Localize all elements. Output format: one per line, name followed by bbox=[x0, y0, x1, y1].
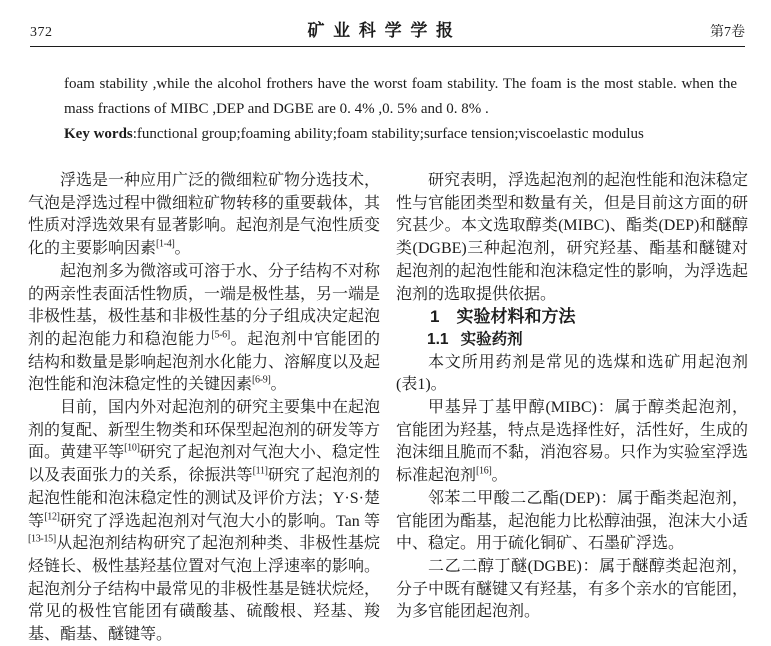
keywords-text: :functional group;foaming ability;foam stability;surface tension;viscoelastic modulus bbox=[132, 126, 644, 142]
left-column bbox=[28, 170, 380, 646]
keywords-label: Key words bbox=[64, 126, 133, 142]
section-heading-1 bbox=[396, 306, 748, 329]
right-column bbox=[396, 170, 748, 646]
page-number: 372 bbox=[30, 25, 53, 40]
keywords-line bbox=[64, 122, 737, 147]
paragraph: 目前，国内外对起泡剂的研究主要集中在起泡剂的复配、新型生物类和环保型起泡剂的研发等方面。黄建平等[10]研究了起泡剂对气泡大小、稳定性以及表面张力的关系，徐振洪等[11]研究了起泡剂的起泡性能和泡沫稳定性的测试及评价方法；Y·S·楚等[12]研究了浮选起泡剂对气泡大小的影响。Tan 等[13-15]从起泡剂结构研究了起泡剂种类、非极性基烷烃链长、极性基羟基位置对气泡上浮速率的影响。起泡剂分子结构中最常见的非极性基是链状烷烃，常见的极性官能团有磺酸基、硫酸根、羟基、羧基、酯基、醚键等。 bbox=[28, 399, 381, 644]
two-column-body bbox=[28, 170, 748, 646]
subsection-heading-1-1 bbox=[396, 329, 748, 352]
paragraph: 起泡剂多为微溶或可溶于水、分子结构不对称的两亲性表面活性物质，一端是极性基，另一端是非极性基，极性基和非极性基的分子组成决定起泡剂的起泡能力和稳泡能力[5-6]。起泡剂中官能团的结构和数量是影响起泡剂水化能力、溶解度以及起泡性能和泡沫稳定性的关键因素[6-9]。 bbox=[28, 262, 381, 394]
paragraph: 邻苯二甲酸二乙酯(DEP)：属于酯类起泡剂，官能团为酯基，起泡能力比松醇油强，泡沫大小适中、稳定。用于硫化铜矿、石墨矿浮选。 bbox=[396, 489, 748, 553]
paragraph: 浮选是一种应用广泛的微细粒矿物分选技术，气泡是浮选过程中微细粒矿物转移的重要载体，其性质对浮选效果有显著影响。起泡剂是气泡性质变化的主要影响因素[1-4]。 bbox=[28, 172, 381, 258]
abstract-tail-text: foam stability ,while the alcohol frothers have the worst foam stability. The foam is the most stable. when the mass fractions of MIBC ,DEP and DGBE are 0. 4% ,0. 5% and 0. 8% . bbox=[64, 76, 737, 117]
journal-title: 矿 业 科 学 学 报 bbox=[307, 21, 456, 40]
section-number: 1 bbox=[430, 307, 440, 327]
paragraph: 研究表明，浮选起泡剂的起泡性能和泡沫稳定性与官能团类型和数量有关，但是目前这方面的研究甚少。本文选取醇类(MIBC)、酯类(DEP)和醚醇类(DGBE)三种起泡剂，研究羟基、酯基和醚键对起泡剂的起泡性能和泡沫稳定性的影响，为浮选起泡剂的选取提供依据。 bbox=[396, 172, 748, 303]
subsection-title: 实验药剂 bbox=[460, 330, 523, 348]
subsection-number: 1.1 bbox=[427, 330, 449, 348]
paragraph: 甲基异丁基甲醇(MIBC)：属于醇类起泡剂，官能团为羟基，特点是选择性好，活性好，生成的泡沫细且脆而不黏，消泡容易。只作为实验室浮选标准起泡剂[16]。 bbox=[396, 399, 748, 485]
section-title: 实验材料和方法 bbox=[456, 307, 576, 327]
paragraph: 本文所用药剂是常见的选煤和选矿用起泡剂(表1)。 bbox=[396, 353, 748, 394]
running-head bbox=[30, 0, 745, 47]
paragraph: 二乙二醇丁醚(DGBE)：属于醚醇类起泡剂，分子中既有醚键又有羟基，有多个亲水的官能团，为多官能团起泡剂。 bbox=[396, 557, 748, 621]
volume-label: 第7卷 bbox=[710, 25, 745, 40]
english-abstract bbox=[64, 72, 737, 147]
